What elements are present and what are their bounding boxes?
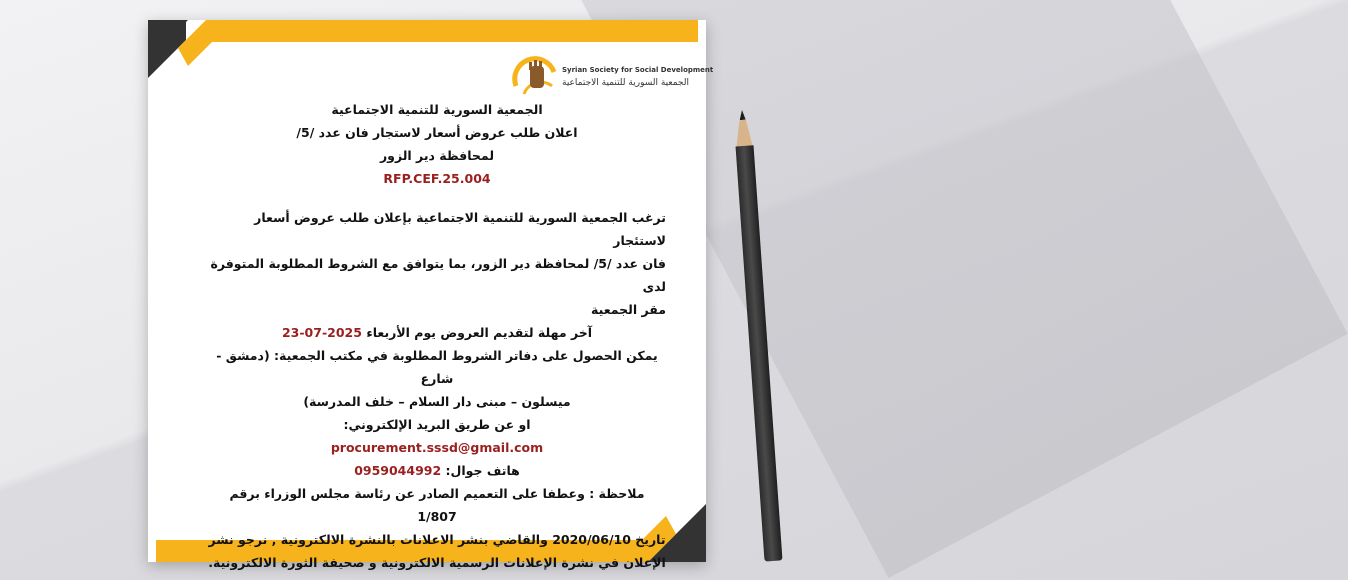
deadline-line <box>208 321 666 344</box>
phone-number: 0959044992 <box>354 463 442 478</box>
org-name-arabic: الجمعية السورية للتنمية الاجتماعية <box>562 78 689 88</box>
obtain-line-2: ميسلون – مبنى دار السلام – خلف المدرسة) <box>303 394 571 409</box>
email-label: او عن طريق البريد الإلكتروني: <box>343 417 531 432</box>
title: الجمعية السورية للتنمية الاجتماعية <box>331 102 543 117</box>
intro-line-2: فان عدد /5/ لمحافظة دير الزور، بما يتوافق مع الشروط المطلوبة المتوفرة لدى <box>210 256 666 294</box>
region-line: لمحافظة دير الزور <box>379 148 495 163</box>
pencil-wood <box>735 119 753 146</box>
announcement-heading: اعلان طلب عروض أسعار لاستجار فان عدد /5/ <box>296 125 578 140</box>
deadline-label: آخر مهلة لتقديم العروض يوم الأربعاء <box>366 325 593 340</box>
note-line-3: الإعلان في نشرة الإعلانات الرسمية الالكترونية و صحيفة الثورة الالكترونية. <box>208 555 666 570</box>
pencil-lead <box>739 110 746 120</box>
obtain-line-1: يمكن الحصول على دفاتر الشروط المطلوبة في مكتب الجمعية: (دمشق - شارع <box>216 348 658 386</box>
reference-number: RFP.CEF.25.004 <box>383 171 491 186</box>
note-line-1: ملاحظة : وعطفا على التعميم الصادر عن رئاسة مجلس الوزراء برقم 1/807 <box>229 486 645 524</box>
hand-logo-icon <box>512 56 558 102</box>
phone-label: هاتف جوال: <box>445 463 520 478</box>
announcement-paper <box>148 20 714 570</box>
deadline-date: 2025-07-23 <box>281 325 362 340</box>
phone-line <box>208 459 666 482</box>
announcement-content <box>208 98 666 574</box>
note-line-2: تاريخ 2020/06/10 والقاضي بنشر الاعلانات بالنشرة الالكترونية , نرجو نشر <box>208 532 666 547</box>
intro-line-1: ترغب الجمعية السورية للتنمية الاجتماعية بإعلان طلب عروض أسعار لاستئجار <box>254 210 666 248</box>
org-name-english: Syrian Society for Social Development <box>562 66 714 74</box>
intro-line-3: مقر الجمعية <box>591 302 666 317</box>
email-link[interactable]: procurement.sssd@gmail.com <box>330 440 544 455</box>
